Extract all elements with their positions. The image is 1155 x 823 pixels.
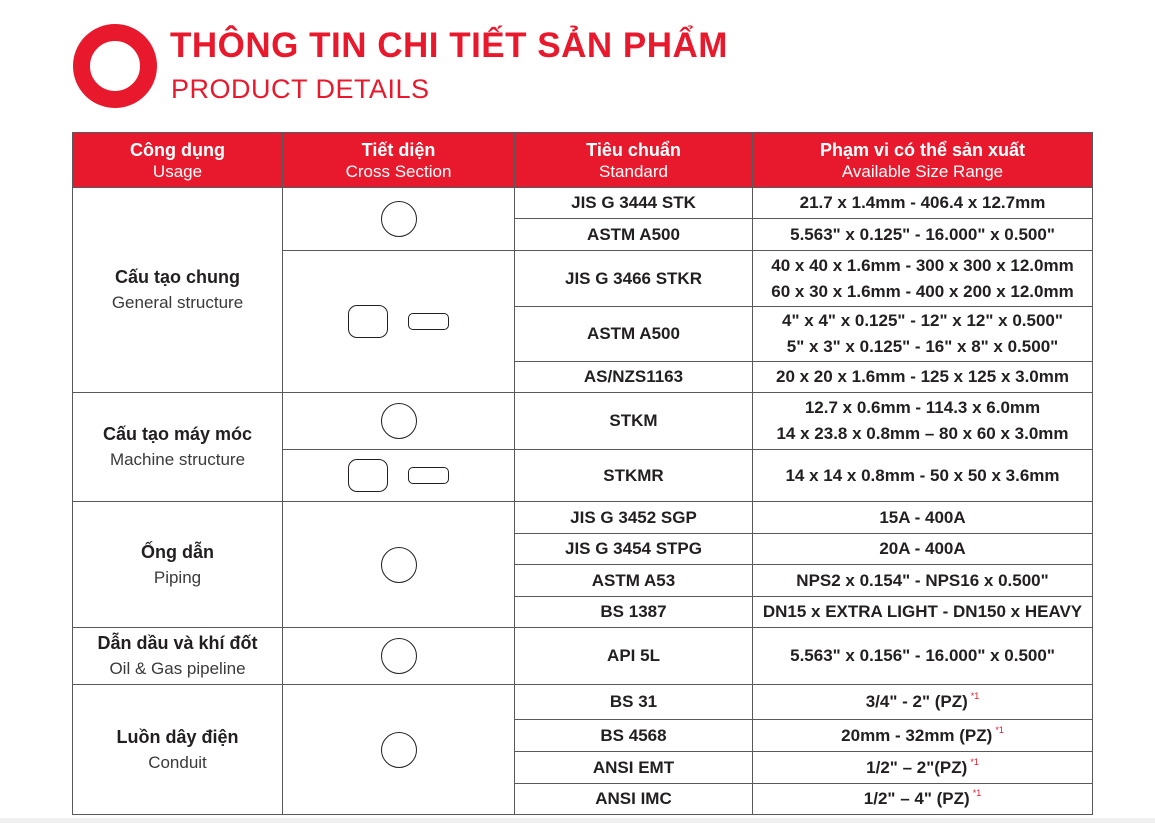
cross-section-cell [283,450,515,502]
size-range-cell [753,307,1093,362]
column-header-usage [73,133,283,188]
cross-section-cell [283,628,515,685]
table-row [73,685,1093,720]
size-range-cell [753,219,1093,251]
standard-cell: ASTM A500 [515,307,753,362]
footnote-marker: *1 [970,756,979,767]
size-range-cell [753,784,1093,815]
standard-cell: BS 1387 [515,597,753,628]
usage-cell [73,393,283,502]
size-range-line [753,536,1092,562]
column-header-vi: Tiết diện [361,139,436,160]
usage-cell [73,685,283,815]
size-range-cell [753,251,1093,307]
column-header-vi: Công dụng [130,139,225,160]
usage-vi: Cấu tạo chung [115,267,240,287]
column-header-en: Available Size Range [841,161,1004,181]
standard-cell: JIS G 3466 STKR [515,251,753,307]
size-range-text: 20A - 400A [879,539,966,558]
usage-cell [73,502,283,628]
cross-section-cell [283,685,515,815]
column-header-standard [515,133,753,188]
table-row [73,188,1093,219]
page-title: THÔNG TIN CHI TIẾT SẢN PHẨM [170,26,728,65]
size-range-text: 60 x 30 x 1.6mm - 400 x 200 x 12.0mm [771,281,1074,301]
size-range-cell [753,534,1093,565]
size-range-line [753,755,1092,781]
standard-cell: BS 31 [515,685,753,720]
size-range-cell [753,628,1093,685]
standard-cell: ANSI IMC [515,784,753,815]
size-range-line [753,599,1092,625]
size-range-cell [753,502,1093,534]
size-range-cell [753,565,1093,597]
size-range-text: 12.7 x 0.6mm - 114.3 x 6.0mm [804,398,1041,417]
size-range-text: 14 x 23.8 x 0.8mm – 80 x 60 x 3.0mm [776,424,1069,443]
usage-en: General structure [111,293,244,312]
column-header-cross-section [283,133,515,188]
square-tube-icon [348,459,388,492]
standard-cell: STKMR [515,450,753,502]
size-range-line [753,643,1092,669]
size-range-text: 5.563" x 0.125" - 16.000" x 0.500" [790,224,1055,244]
standard-cell: API 5L [515,628,753,685]
column-header-vi: Phạm vi có thể sản xuất [819,139,1026,160]
size-range-line [753,463,1092,489]
footnote-marker: *1 [995,724,1004,735]
circle-icon [381,403,417,439]
standard-cell: STKM [515,393,753,450]
size-range-text: 20 x 20 x 1.6mm - 125 x 125 x 3.0mm [776,367,1069,386]
size-range-line [753,786,1092,812]
column-header-size-range [753,133,1093,188]
size-range-cell [753,720,1093,752]
size-range-cell [753,752,1093,784]
size-range-cell [753,685,1093,720]
size-range-line [753,190,1092,216]
circle-icon [381,638,417,674]
brand-ring-logo [73,24,157,108]
circle-icon [381,547,417,583]
standard-cell: JIS G 3444 STK [515,188,753,219]
size-range-cell [753,393,1093,450]
circle-icon [381,732,417,768]
usage-en: Machine structure [109,450,246,469]
circle-icon [381,201,417,237]
usage-en: Piping [153,567,202,587]
table-header [73,133,1093,188]
rect-tube-icon [408,467,449,484]
footnote-marker: *1 [970,691,980,701]
size-range-line [753,568,1092,594]
standard-cell: JIS G 3452 SGP [515,502,753,534]
size-range-text: 5.563" x 0.156" - 16.000" x 0.500" [790,646,1055,665]
size-range-text: 21.7 x 1.4mm - 406.4 x 12.7mm [799,193,1046,212]
size-range-cell [753,188,1093,219]
size-range-text: DN15 x EXTRA LIGHT - DN150 x HEAVY [762,602,1083,621]
usage-cell [73,188,283,393]
size-range-line [753,222,1092,248]
size-range-cell [753,362,1093,393]
usage-vi: Ống dẫn [141,541,214,562]
footnote-marker: *1 [972,788,982,798]
usage-en: Oil & Gas pipeline [109,659,246,678]
size-range-cell [753,450,1093,502]
size-range-text: 1/2" – 2"(PZ) [866,757,968,777]
table-row [73,502,1093,534]
cross-section-cell [283,393,515,450]
size-range-text: 20mm - 32mm (PZ) [841,725,993,745]
rect-tube-icon [408,313,449,330]
size-range-text: 4" x 4" x 0.125" - 12" x 12" x 0.500" [782,311,1063,330]
square-tube-icon [348,305,388,338]
usage-vi: Luồn dây điện [116,726,239,747]
size-range-line [753,253,1092,279]
table-row [73,628,1093,685]
table-body [73,188,1093,815]
size-range-line [753,395,1092,421]
size-range-line [753,334,1092,360]
size-range-line [753,505,1092,531]
bottom-divider [0,818,1155,823]
standard-cell: BS 4568 [515,720,753,752]
usage-vi: Dẫn dầu và khí đốt [97,633,258,653]
size-range-text: NPS2 x 0.154" - NPS16 x 0.500" [796,570,1049,590]
standard-cell: ASTM A53 [515,565,753,597]
cross-section-cell [283,251,515,393]
standard-cell: JIS G 3454 STPG [515,534,753,565]
size-range-text: 40 x 40 x 1.6mm - 300 x 300 x 12.0mm [771,255,1074,275]
size-range-text: 1/2" – 4" (PZ) [863,789,970,808]
size-range-line [753,364,1092,390]
cross-section-cell [283,188,515,251]
size-range-line [753,421,1092,447]
usage-cell [73,628,283,685]
size-range-line [753,308,1092,334]
product-details-table [72,132,1093,815]
size-range-line [753,723,1092,749]
standard-cell: AS/NZS1163 [515,362,753,393]
size-range-line [753,689,1092,715]
standard-cell: ASTM A500 [515,219,753,251]
size-range-text: 3/4" - 2" (PZ) [865,692,968,711]
column-header-en: Cross Section [345,161,452,181]
size-range-text: 15A - 400A [879,507,966,527]
usage-vi: Cấu tạo máy móc [102,424,253,444]
column-header-en: Usage [152,161,203,181]
table-row [73,393,1093,450]
size-range-text: 5" x 3" x 0.125" - 16" x 8" x 0.500" [786,337,1059,356]
size-range-cell [753,597,1093,628]
size-range-line [753,279,1092,305]
size-range-text: 14 x 14 x 0.8mm - 50 x 50 x 3.6mm [785,465,1060,485]
column-header-vi: Tiêu chuẩn [586,139,681,160]
column-header-en: Standard [599,161,668,181]
cross-section-cell [283,502,515,628]
usage-en: Conduit [148,752,207,772]
standard-cell: ANSI EMT [515,752,753,784]
page-subtitle: PRODUCT DETAILS [171,74,430,104]
